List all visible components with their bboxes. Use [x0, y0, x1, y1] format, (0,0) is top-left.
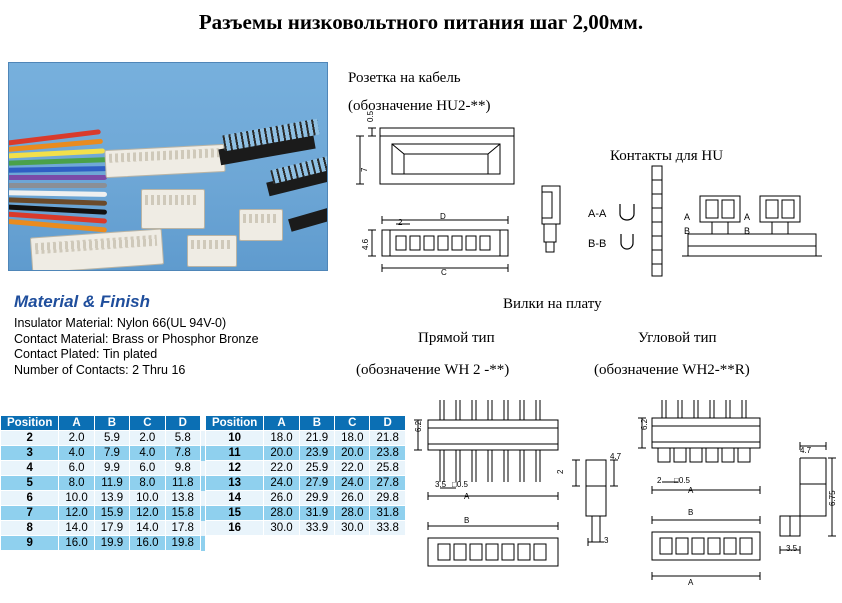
cell: 14.0 [130, 521, 165, 536]
cell: 11 [205, 446, 263, 461]
cell: 2.0 [130, 431, 165, 446]
angled-type-line1: Угловой тип [638, 330, 717, 346]
cell: 4 [1, 461, 59, 476]
dimension-table [0, 415, 406, 551]
material-heading: Material & Finish [14, 292, 151, 311]
straight-dim-B: B [464, 516, 470, 525]
cell: 23.9 [299, 446, 334, 461]
cell: 13.8 [165, 491, 200, 506]
cell: 12.0 [130, 506, 165, 521]
cell: 17.9 [94, 521, 129, 536]
cell: 7.9 [94, 446, 129, 461]
table-row [1, 536, 406, 551]
straight-dim-6-2: 6.2 [414, 420, 423, 432]
cell: 5.9 [94, 431, 129, 446]
cell: 10.0 [59, 491, 94, 506]
straight-header-front-drawing [404, 398, 594, 508]
cell: 25.9 [299, 461, 334, 476]
socket-dim-7: 7 [360, 167, 369, 172]
cell: 27.8 [370, 476, 405, 491]
cell: 7 [1, 506, 59, 521]
cell: 13.9 [94, 491, 129, 506]
angled-dim-6-2: 6.2 [640, 418, 649, 430]
contact-label-b-right: B [744, 226, 751, 236]
socket-heading-line2: (обозначение HU2-**) [348, 98, 491, 114]
contact-section-bb-label: B-B [588, 238, 607, 250]
cell: 6.0 [130, 461, 165, 476]
table-row [1, 446, 406, 461]
cell: 5.8 [165, 431, 200, 446]
cell: 3 [1, 446, 59, 461]
angled-dim-3-5: 3.5 [786, 544, 798, 553]
table-row [1, 461, 406, 476]
cell: 30.0 [335, 521, 370, 536]
contact-section-aa-label: A-A [588, 208, 607, 220]
cell: 15.9 [94, 506, 129, 521]
socket-dim-C: C [441, 268, 447, 277]
table-header-row [1, 416, 406, 431]
socket-dim-2: 2 [398, 218, 403, 227]
cell: 4.0 [59, 446, 94, 461]
cell: 33.9 [299, 521, 334, 536]
material-line-4: Number of Contacts: 2 Thru 16 [14, 362, 186, 377]
cell: 17.8 [165, 521, 200, 536]
angled-dim-2: 2 [657, 476, 662, 485]
socket-dim-0-5: 0.5 [366, 110, 375, 122]
table-row [1, 431, 406, 446]
cell: 23.8 [370, 446, 405, 461]
cell: 2.0 [59, 431, 94, 446]
cell: 20.0 [264, 446, 299, 461]
angled-dim-4-7: 4.7 [800, 446, 812, 455]
cell: 15.8 [165, 506, 200, 521]
cell: 24.0 [264, 476, 299, 491]
cell: 6.0 [59, 461, 94, 476]
cell: 9 [1, 536, 59, 551]
cell: 22.0 [264, 461, 299, 476]
cell: 28.0 [335, 506, 370, 521]
socket-dim-4-6: 4.6 [361, 238, 370, 250]
socket-dim-D: D [440, 212, 446, 221]
contacts-heading: Контакты для HU [610, 148, 724, 164]
cell: 8.0 [59, 476, 94, 491]
cell: 29.8 [370, 491, 405, 506]
cell: 16 [205, 521, 263, 536]
angled-dim-6-75: 6.75 [828, 490, 837, 506]
straight-dim-2: 3.5 [435, 480, 447, 489]
cell: 2 [1, 431, 59, 446]
cell: 30.0 [264, 521, 299, 536]
cell: 29.9 [299, 491, 334, 506]
cell: 9.8 [165, 461, 200, 476]
contact-pair-drawing [682, 190, 822, 268]
angled-dim-B: B [688, 508, 694, 517]
col-c-left: C [130, 416, 165, 431]
cell: 21.8 [370, 431, 405, 446]
headers-heading: Вилки на плату [503, 296, 602, 312]
cell: 11.9 [94, 476, 129, 491]
cell: 4.0 [130, 446, 165, 461]
straight-dim-A: A [464, 492, 470, 501]
straight-dim-0-5: □0.5 [452, 480, 468, 489]
cell: 7.8 [165, 446, 200, 461]
angled-dim-0-5: □0.5 [674, 476, 690, 485]
contact-section-aa-shape [618, 204, 636, 220]
cell: 9.9 [94, 461, 129, 476]
cell: 12.0 [59, 506, 94, 521]
cell: 26.0 [264, 491, 299, 506]
cell: 8 [1, 521, 59, 536]
contact-label-a-left: A [684, 212, 691, 222]
straight-type-line1: Прямой тип [418, 330, 495, 346]
col-c-right: C [335, 416, 370, 431]
cell: 31.8 [370, 506, 405, 521]
cell: 28.0 [264, 506, 299, 521]
contact-label-a-right: A [744, 212, 751, 222]
cell: 6 [1, 491, 59, 506]
cell: 14 [205, 491, 263, 506]
socket-heading-line1: Розетка на кабель [348, 70, 461, 86]
contact-section-bb-shape [618, 234, 636, 250]
angled-type-line2: (обозначение WH2-**R) [594, 362, 750, 378]
product-photo [8, 62, 328, 271]
cell: 11.8 [165, 476, 200, 491]
cell: 12 [205, 461, 263, 476]
cell: 26.0 [335, 491, 370, 506]
col-b-right: B [299, 416, 334, 431]
cell: 31.9 [299, 506, 334, 521]
cell: 10 [205, 431, 263, 446]
straight-header-bottom-drawing [404, 518, 594, 588]
cell: 20.0 [335, 446, 370, 461]
cell: 14.0 [59, 521, 94, 536]
col-position-right: Position [205, 416, 263, 431]
cell: 27.9 [299, 476, 334, 491]
cell: 33.8 [370, 521, 405, 536]
cell: 15 [205, 506, 263, 521]
material-line-2: Contact Material: Brass or Phosphor Bronze [14, 331, 259, 346]
page-title: Разъемы низковольтного питания шаг 2,00мм. [198, 10, 644, 34]
cell: 18.0 [335, 431, 370, 446]
col-d-right: D [370, 416, 405, 431]
table-row [1, 491, 406, 506]
straight-dim-3: 3 [604, 536, 609, 545]
material-and-finish [14, 292, 344, 378]
cell: 25.8 [370, 461, 405, 476]
col-a-right: A [264, 416, 299, 431]
angled-dim-A-top: A [688, 486, 694, 495]
cell: 19.9 [94, 536, 129, 551]
cell-empty [264, 536, 299, 551]
cell-empty [205, 536, 263, 551]
col-a-left: A [59, 416, 94, 431]
cell: 24.0 [335, 476, 370, 491]
col-d-left: D [165, 416, 200, 431]
col-position-left: Position [1, 416, 59, 431]
angled-header-bottom-drawing [632, 510, 782, 588]
contact-label-b-left: B [684, 226, 691, 236]
table-row [1, 476, 406, 491]
angled-dim-A-bottom: A [688, 578, 694, 587]
material-line-1: Insulator Material: Nylon 66(UL 94V-0) [14, 316, 227, 330]
cell: 22.0 [335, 461, 370, 476]
cell: 10.0 [130, 491, 165, 506]
straight-type-line2: (обозначение WH 2 -**) [356, 362, 510, 378]
contact-single-drawing [530, 180, 580, 260]
cell: 16.0 [59, 536, 94, 551]
material-line-3: Contact Plated: Tin plated [14, 347, 158, 361]
socket-side-drawing [352, 118, 532, 206]
cell: 5 [1, 476, 59, 491]
cell: 19.8 [165, 536, 200, 551]
cell-empty [299, 536, 334, 551]
cell-empty [335, 536, 370, 551]
cell: 16.0 [130, 536, 165, 551]
straight-dim-3-5: 2 [556, 469, 565, 474]
cell: 18.0 [264, 431, 299, 446]
cell: 13 [205, 476, 263, 491]
straight-dim-4-7: 4.7 [610, 452, 622, 461]
contact-carrier-strip [648, 166, 666, 276]
table-row [1, 506, 406, 521]
cell-empty [370, 536, 405, 551]
col-b-left: B [94, 416, 129, 431]
table-row [1, 521, 406, 536]
cell: 8.0 [130, 476, 165, 491]
angled-header-front-drawing [632, 398, 782, 508]
cell: 21.9 [299, 431, 334, 446]
